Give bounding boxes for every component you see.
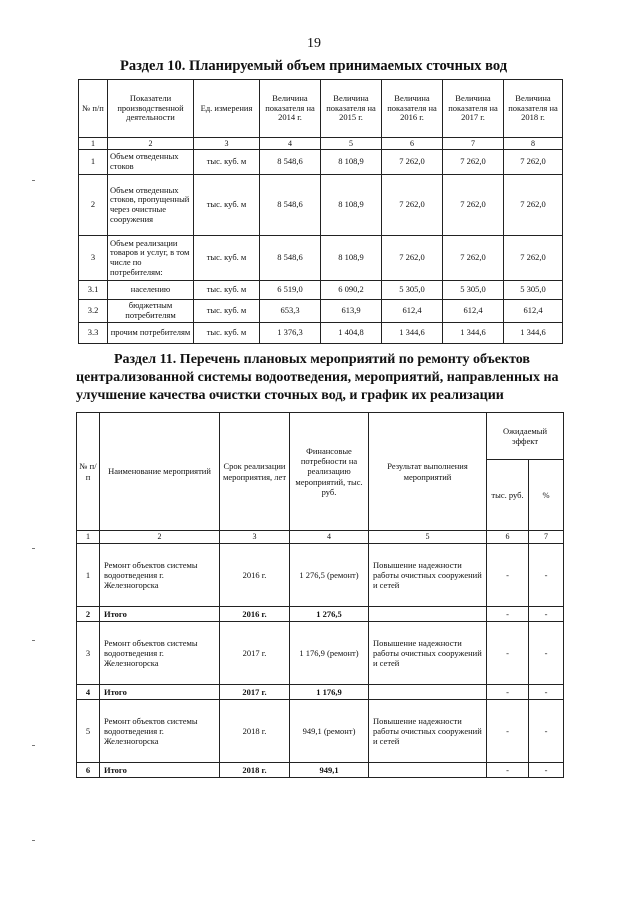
row-number: 1: [79, 150, 108, 175]
column-number: 2: [108, 138, 194, 150]
value-cell: 7 262,0: [443, 236, 504, 281]
column-number: 2: [100, 531, 220, 544]
column-number: 1: [79, 138, 108, 150]
unit: тыс. куб. м: [194, 300, 260, 323]
finance-value: 949,1: [290, 763, 369, 778]
column-number: 5: [369, 531, 487, 544]
effect-rub: -: [487, 544, 529, 607]
column-number: 7: [443, 138, 504, 150]
row-number: 3.2: [79, 300, 108, 323]
row-number: 4: [77, 685, 100, 700]
indicator-name: Объем отведенных стоков, пропущенный через очистные сооружения: [108, 175, 194, 236]
table-row: [77, 622, 564, 685]
value-cell: 613,9: [321, 300, 382, 323]
value-cell: 653,3: [260, 300, 321, 323]
section-11-title-line: Раздел 11. Перечень плановых мероприятий по ремонту объектов: [114, 352, 530, 367]
value-cell: 7 262,0: [382, 236, 443, 281]
term-year: 2016 г.: [220, 544, 290, 607]
column-header: Величина показателя на 2015 г.: [321, 80, 382, 138]
table-row: [79, 322, 563, 343]
value-cell: 7 262,0: [382, 175, 443, 236]
result-text: Повышение надежности работы очистных сооружений и сетей: [369, 544, 487, 607]
section-10-table: [78, 79, 563, 344]
result-text: [369, 607, 487, 622]
value-cell: 8 108,9: [321, 150, 382, 175]
unit: тыс. куб. м: [194, 150, 260, 175]
value-cell: 8 108,9: [321, 236, 382, 281]
measure-name: Ремонт объектов системы водоотведения г. Железногорска: [100, 700, 220, 763]
section-11-title-line: улучшение качества очистки сточных вод, и график их реализации: [76, 388, 504, 403]
value-cell: 6 519,0: [260, 281, 321, 300]
column-number: 5: [321, 138, 382, 150]
column-number: 1: [77, 531, 100, 544]
scan-mark: [32, 840, 35, 841]
value-cell: 7 262,0: [504, 175, 563, 236]
indicator-name: населению: [108, 281, 194, 300]
value-cell: 612,4: [443, 300, 504, 323]
column-header: Величина показателя на 2018 г.: [504, 80, 563, 138]
table-row: [79, 281, 563, 300]
unit: тыс. куб. м: [194, 236, 260, 281]
section-11-title-line: централизованной системы водоотведения, мероприятий, направленных на: [76, 370, 559, 385]
measure-name: Ремонт объектов системы водоотведения г. Железногорска: [100, 622, 220, 685]
measure-name: Итого: [100, 607, 220, 622]
value-cell: 5 305,0: [443, 281, 504, 300]
value-cell: 1 344,6: [504, 322, 563, 343]
row-number: 2: [77, 607, 100, 622]
result-text: [369, 685, 487, 700]
result-text: [369, 763, 487, 778]
value-cell: 8 108,9: [321, 175, 382, 236]
section-10-title: Раздел 10. Планируемый объем принимаемых сточных вод: [120, 58, 508, 74]
column-number: 3: [194, 138, 260, 150]
measure-name: Итого: [100, 685, 220, 700]
total-row: [77, 607, 564, 622]
value-cell: 7 262,0: [504, 150, 563, 175]
column-header: %: [529, 460, 564, 531]
unit: тыс. куб. м: [194, 175, 260, 236]
finance-value: 1 276,5: [290, 607, 369, 622]
indicator-name: бюджетным потребителям: [108, 300, 194, 323]
table-row: [77, 544, 564, 607]
column-header: Величина показателя на 2016 г.: [382, 80, 443, 138]
value-cell: 8 548,6: [260, 175, 321, 236]
column-header: Величина показателя на 2017 г.: [443, 80, 504, 138]
effect-pct: -: [529, 685, 564, 700]
term-year: 2016 г.: [220, 607, 290, 622]
column-header: Наименование мероприятий: [100, 413, 220, 531]
section-11-title: [76, 351, 562, 405]
total-row: [77, 763, 564, 778]
value-cell: 1 404,8: [321, 322, 382, 343]
measure-name: Ремонт объектов системы водоотведения г. Железногорска: [100, 544, 220, 607]
row-number: 5: [77, 700, 100, 763]
term-year: 2018 г.: [220, 763, 290, 778]
page-number: 19: [307, 36, 321, 51]
row-number: 3.3: [79, 322, 108, 343]
table-row: [77, 700, 564, 763]
value-cell: 1 344,6: [443, 322, 504, 343]
value-cell: 5 305,0: [382, 281, 443, 300]
unit: тыс. куб. м: [194, 322, 260, 343]
column-header: Величина показателя на 2014 г.: [260, 80, 321, 138]
column-header: Срок реализации мероприятия, лет: [220, 413, 290, 531]
column-header: № п/п: [79, 80, 108, 138]
effect-pct: -: [529, 700, 564, 763]
column-number: 7: [529, 531, 564, 544]
measure-name: Итого: [100, 763, 220, 778]
row-number: 6: [77, 763, 100, 778]
finance-value: 1 176,9: [290, 685, 369, 700]
value-cell: 5 305,0: [504, 281, 563, 300]
value-cell: 7 262,0: [382, 150, 443, 175]
total-row: [77, 685, 564, 700]
scan-mark: [32, 180, 35, 181]
value-cell: 612,4: [382, 300, 443, 323]
term-year: 2017 г.: [220, 622, 290, 685]
value-cell: 1 344,6: [382, 322, 443, 343]
column-number: 4: [290, 531, 369, 544]
unit: тыс. куб. м: [194, 281, 260, 300]
column-header: Ед. измерения: [194, 80, 260, 138]
column-number: 8: [504, 138, 563, 150]
row-number: 3: [79, 236, 108, 281]
column-header: Ожидаемый эффект: [487, 413, 564, 460]
column-header: тыс. руб.: [487, 460, 529, 531]
term-year: 2017 г.: [220, 685, 290, 700]
finance-value: 1 276,5 (ремонт): [290, 544, 369, 607]
indicator-name: Объем отведенных стоков: [108, 150, 194, 175]
effect-pct: -: [529, 763, 564, 778]
table-row: [79, 300, 563, 323]
value-cell: 7 262,0: [443, 150, 504, 175]
value-cell: 7 262,0: [443, 175, 504, 236]
section-11-table: [76, 412, 564, 778]
indicator-name: прочим потребителям: [108, 322, 194, 343]
value-cell: 7 262,0: [504, 236, 563, 281]
column-header: № п/п: [77, 413, 100, 531]
effect-rub: -: [487, 763, 529, 778]
row-number: 1: [77, 544, 100, 607]
effect-pct: -: [529, 544, 564, 607]
effect-rub: -: [487, 700, 529, 763]
effect-rub: -: [487, 685, 529, 700]
row-number: 3: [77, 622, 100, 685]
column-number: 4: [260, 138, 321, 150]
column-header: Показатели производственной деятельности: [108, 80, 194, 138]
result-text: Повышение надежности работы очистных сооружений и сетей: [369, 622, 487, 685]
row-number: 2: [79, 175, 108, 236]
scan-mark: [32, 548, 35, 549]
value-cell: 1 376,3: [260, 322, 321, 343]
column-number: 6: [382, 138, 443, 150]
effect-pct: -: [529, 622, 564, 685]
table-row: [79, 150, 563, 175]
scan-mark: [32, 640, 35, 641]
column-header: Результат выполнения мероприятий: [369, 413, 487, 531]
effect-pct: -: [529, 607, 564, 622]
scan-mark: [32, 745, 35, 746]
value-cell: 612,4: [504, 300, 563, 323]
effect-rub: -: [487, 607, 529, 622]
value-cell: 8 548,6: [260, 150, 321, 175]
term-year: 2018 г.: [220, 700, 290, 763]
row-number: 3.1: [79, 281, 108, 300]
result-text: Повышение надежности работы очистных сооружений и сетей: [369, 700, 487, 763]
finance-value: 1 176,9 (ремонт): [290, 622, 369, 685]
value-cell: 8 548,6: [260, 236, 321, 281]
finance-value: 949,1 (ремонт): [290, 700, 369, 763]
value-cell: 6 090,2: [321, 281, 382, 300]
column-number: 6: [487, 531, 529, 544]
table-row: [79, 236, 563, 281]
column-number: 3: [220, 531, 290, 544]
column-header: Финансовые потребности на реализацию мероприятий, тыс. руб.: [290, 413, 369, 531]
effect-rub: -: [487, 622, 529, 685]
indicator-name: Объем реализации товаров и услуг, в том числе по потребителям:: [108, 236, 194, 281]
table-row: [79, 175, 563, 236]
